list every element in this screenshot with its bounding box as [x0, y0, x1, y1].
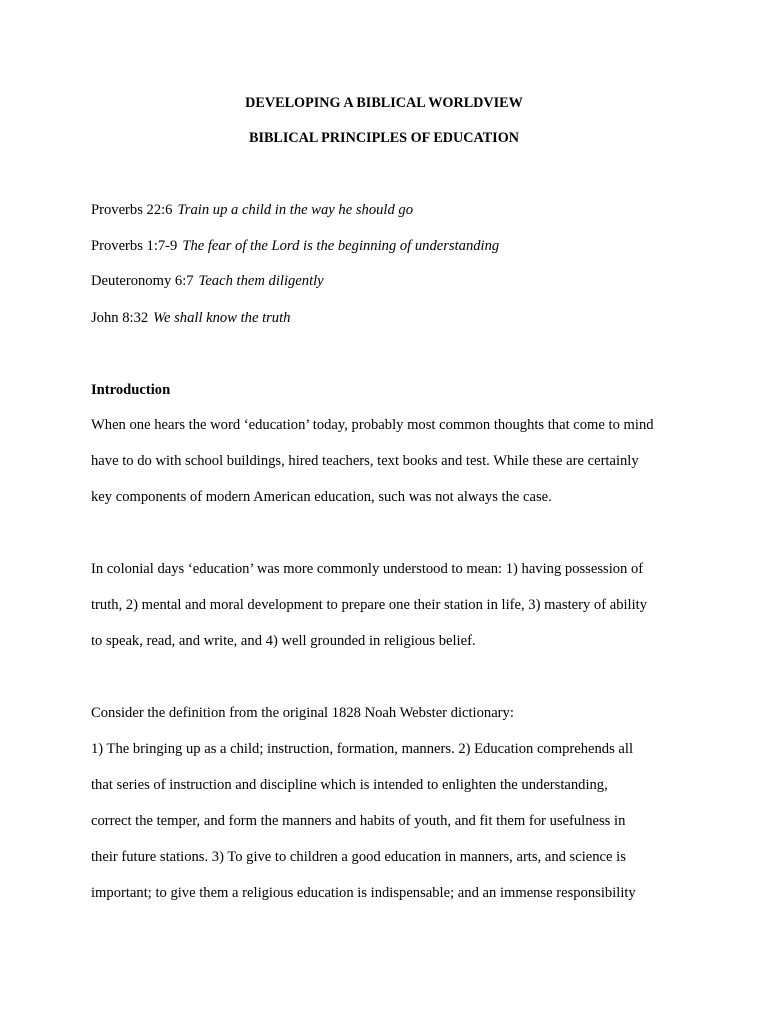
verse-reference: Proverbs 22:6: [91, 202, 173, 218]
document-title: DEVELOPING A BIBLICAL WORLDVIEW: [245, 95, 523, 111]
paragraph-line: Consider the definition from the original 1828 Noah Webster dictionary:: [91, 705, 514, 721]
verse-text: Teach them diligently: [198, 273, 324, 289]
verse-line: [91, 309, 290, 327]
paragraph-line: important; to give them a religious education is indispensable; and an immense responsibility: [91, 885, 636, 901]
paragraph-line: In colonial days ‘education’ was more commonly understood to mean: 1) having possession of: [91, 561, 644, 577]
paragraph-line: correct the temper, and form the manners and habits of youth, and fit them for usefulness in: [91, 813, 626, 829]
paragraph-line: When one hears the word ‘education’ today, probably most common thoughts that come to mind: [91, 417, 654, 433]
verse-reference: Deuteronomy 6:7: [91, 273, 194, 289]
verse-text: We shall know the truth: [153, 310, 291, 326]
verse-reference: Proverbs 1:7-9: [91, 238, 178, 254]
document-subtitle: BIBLICAL PRINCIPLES OF EDUCATION: [248, 130, 519, 146]
paragraph-line: to speak, read, and write, and 4) well grounded in religious belief.: [91, 633, 476, 649]
paragraph-line: truth, 2) mental and moral development to prepare one their station in life, 3) mastery of ability: [91, 597, 648, 613]
verse-reference: John 8:32: [91, 310, 149, 326]
verse-line: [91, 272, 324, 290]
paragraph-line: their future stations. 3) To give to children a good education in manners, arts, and science is: [91, 849, 626, 865]
paragraph-line: that series of instruction and discipline which is intended to enlighten the understanding,: [91, 777, 608, 793]
section-heading: Introduction: [91, 382, 171, 398]
verse-line: [91, 201, 413, 219]
paragraph-line: 1) The bringing up as a child; instruction, formation, manners. 2) Education comprehends all: [91, 741, 633, 757]
paragraph-line: key components of modern American education, such was not always the case.: [91, 489, 552, 505]
verse-line: [91, 237, 499, 255]
paragraph-line: have to do with school buildings, hired teachers, text books and test. While these are certainly: [91, 453, 639, 469]
verse-text: Train up a child in the way he should go: [177, 202, 414, 218]
verse-text: The fear of the Lord is the beginning of understanding: [182, 238, 500, 254]
